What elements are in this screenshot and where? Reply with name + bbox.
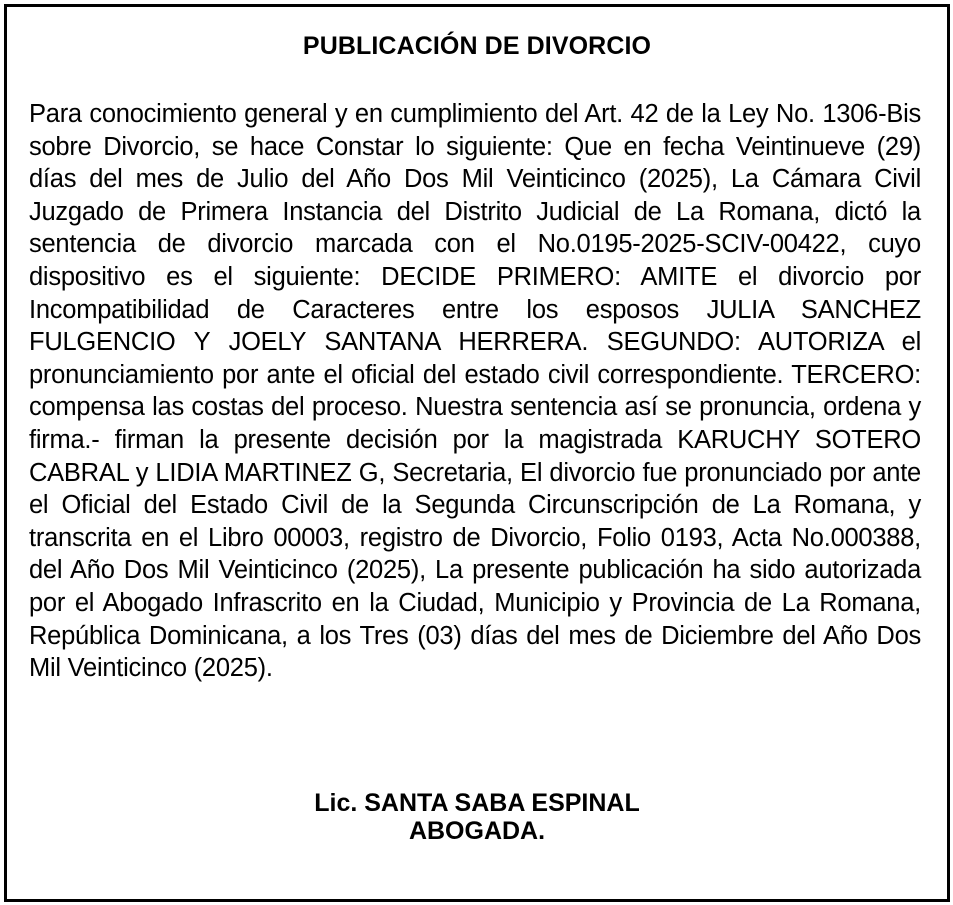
signer-name: Lic. SANTA SABA ESPINAL	[314, 789, 640, 817]
signature-block	[7, 789, 947, 845]
signer-role: ABOGADA.	[408, 817, 546, 845]
notice-title: PUBLICACIÓN DE DIVORCIO	[302, 32, 652, 60]
notice-body: Para conocimiento general y en cumplimiento del Art. 42 de la Ley No. 1306-Bis sobre Divorcio, se hace Constar lo siguiente: Que en fecha Veintinueve (29) días del mes de Julio del Año Dos Mil Veinticinco (2025), La Cámara Civil Juzgado de Primera Instancia del Distrito Judicial de La Romana, dictó la sentencia de divorcio marcada con el No.0195-2025-SCIV-00422, cuyo dispositivo es el siguiente: DECIDE PRIMERO: AMITE el divorcio por Incompatibilidad de Caracteres entre los esposos JULIA SANCHEZ FULGENCIO Y JOELY SANTANA HERRERA. SEGUNDO: AUTORIZA el pronunciamiento por ante el oficial del estado civil correspondiente. TERCERO: compensa las costas del proceso. Nuestra sentencia así se pronuncia, ordena y firma.- firman la presente decisión por la magistrada KARUCHY SOTERO CABRAL y LIDIA MARTINEZ G, Secretaria, El divorcio fue pronunciado por ante el Oficial del Estado Civil de la Segunda Circunscripción de La Romana, y transcrita en el Libro 00003, registro de Divorcio, Folio 0193, Acta No.000388, del Año Dos Mil Veinticinco (2025), La presente publicación ha sido autorizada por el Abogado Infrascrito en la Ciudad, Municipio y Provincia de La Romana, República Dominicana, a los Tres (03) días del mes de Diciembre del Año Dos Mil Veinticinco (2025).	[29, 100, 921, 683]
divorce-notice	[4, 4, 950, 902]
